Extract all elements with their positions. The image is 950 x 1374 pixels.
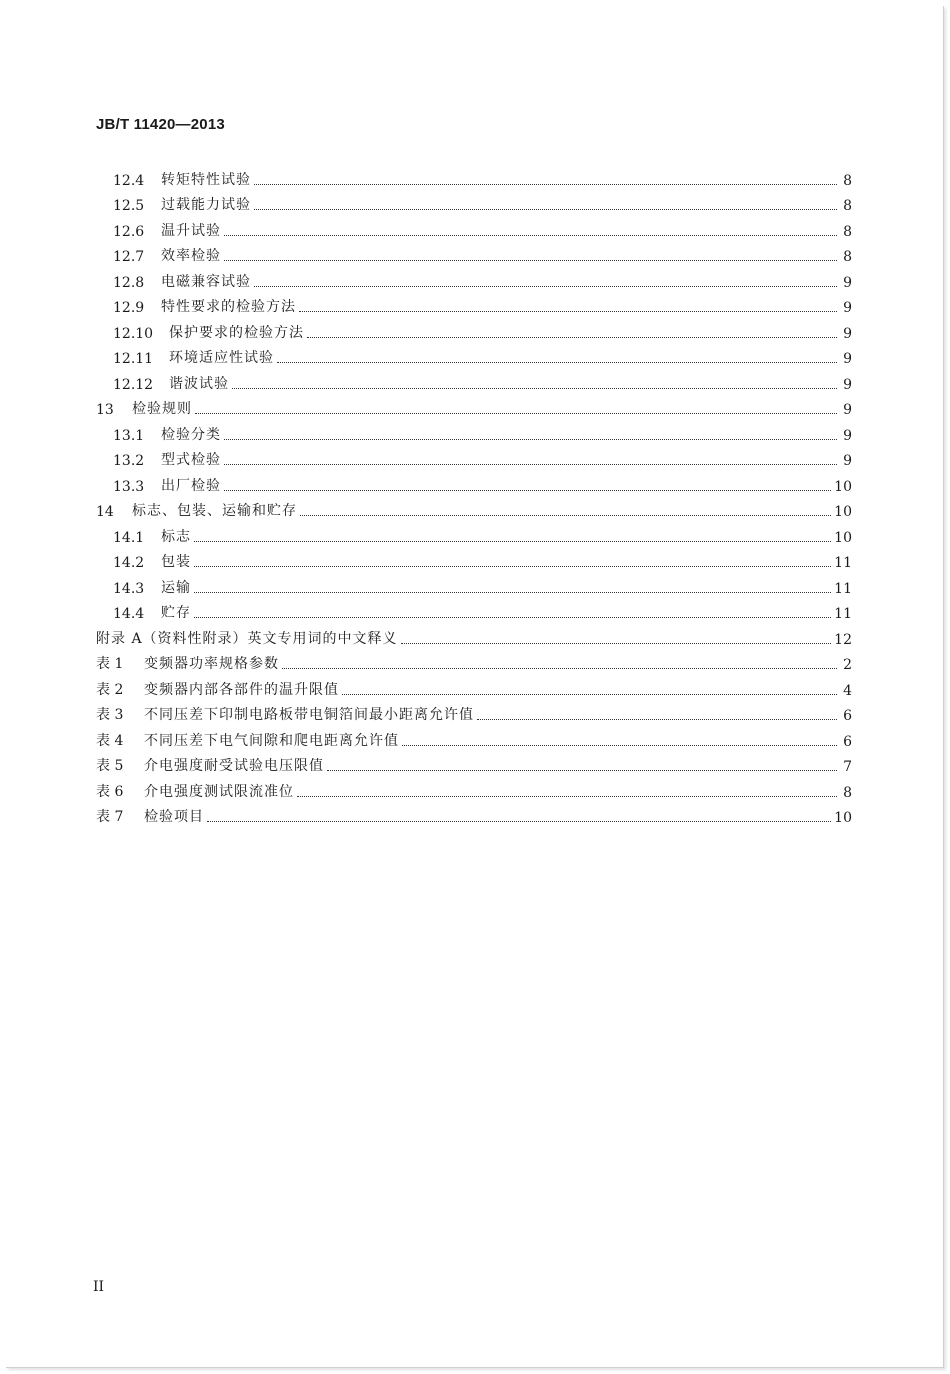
toc-entry-title: 贮存 [161,605,191,621]
toc-entry[interactable] [96,750,852,776]
toc-entry-title: 环境适应性试验 [169,350,274,366]
toc-entry[interactable] [96,469,852,495]
toc-entry-number: 表 1 [96,656,124,672]
toc-entry-page: 10 [834,810,852,826]
toc-entry[interactable] [96,775,852,801]
toc-entry-page: 9 [843,402,852,418]
dot-leader [342,694,837,695]
toc-entry-number: 表 2 [96,681,124,698]
toc-entry[interactable] [96,699,852,725]
toc-entry-title: 特性要求的检验方法 [161,299,296,315]
toc-entry[interactable] [96,597,852,623]
toc-entry[interactable] [96,444,852,470]
toc-entry-title: 介电强度耐受试验电压限值 [144,758,324,774]
toc-entry[interactable] [96,418,852,444]
toc-entry[interactable] [96,367,852,393]
toc-entry-number: 13.1 [113,427,145,444]
toc-entry-page: 8 [843,198,852,214]
toc-entry-number: 表 7 [96,809,124,825]
toc-entry-number: 12.5 [113,198,145,214]
toc-entry-title: 不同压差下电气间隙和爬电距离允许值 [144,732,399,749]
toc-entry-number: 表 3 [96,707,124,723]
toc-entry-page: 6 [843,733,852,750]
dot-leader [194,617,831,618]
toc-entry-number: 14.1 [113,529,145,546]
toc-entry-number: 12.10 [113,325,154,342]
toc-entry-title: 电磁兼容试验 [161,273,251,290]
dot-leader [401,643,832,644]
dot-leader [307,337,837,338]
dot-leader [254,209,837,210]
toc-entry-page: 6 [843,708,852,724]
toc-entry-title: 变频器内部各部件的温升限值 [144,681,339,698]
toc-entry-page: 8 [843,249,852,265]
toc-entry[interactable] [96,673,852,699]
toc-entry-page: 9 [843,376,852,393]
toc-entry-page: 9 [843,453,852,469]
toc-entry-number: 12.11 [113,351,154,367]
toc-entry-number: 表 4 [96,732,124,749]
toc-entry-page: 9 [843,274,852,291]
dot-leader [224,490,831,491]
toc-entry-number: 14.3 [113,580,145,597]
dot-leader [299,311,837,312]
toc-entry-page: 11 [834,580,852,597]
dot-leader [224,260,837,261]
dot-leader [194,592,831,593]
dot-leader [232,388,837,389]
toc-entry-title: 标志 [161,528,191,545]
toc-entry-page: 9 [843,325,852,342]
dot-leader [194,541,831,542]
toc-entry-title: 介电强度测试限流准位 [144,783,294,800]
dot-leader [282,668,837,669]
dot-leader [254,184,837,185]
dot-leader [195,413,837,414]
toc-entry-number: 13.3 [113,478,145,495]
toc-entry-title: 谐波试验 [169,375,229,392]
toc-entry-number: 表 6 [96,783,124,800]
page-number: II [93,1279,105,1295]
toc-entry-number: 12.7 [113,249,145,265]
toc-entry[interactable] [96,724,852,750]
toc-entry-title: 包装 [161,554,191,570]
toc-entry[interactable] [96,265,852,291]
toc-entry-title: 过载能力试验 [161,197,251,213]
toc-entry-number: 13.2 [113,453,145,469]
dot-leader [300,515,831,516]
toc-entry-title: 附录 A（资料性附录）英文专用词的中文释义 [96,630,398,647]
toc-entry-title: 温升试验 [161,222,221,239]
standard-number-header: JB/T 11420—2013 [96,116,225,133]
toc-entry[interactable] [96,214,852,240]
dot-leader [254,286,837,287]
toc-entry[interactable] [96,393,852,419]
toc-entry-page: 10 [834,504,852,520]
toc-entry-number: 13 [96,402,114,418]
toc-entry[interactable] [96,189,852,215]
toc-entry[interactable] [96,520,852,546]
toc-entry[interactable] [96,495,852,521]
toc-entry[interactable] [96,622,852,648]
toc-entry[interactable] [96,571,852,597]
toc-entry-number: 14.2 [113,555,145,571]
dot-leader [477,719,837,720]
dot-leader [224,235,837,236]
dot-leader [194,566,831,567]
toc-entry-number: 14 [96,504,114,520]
toc-entry[interactable] [96,163,852,189]
toc-entry[interactable] [96,240,852,266]
toc-entry-page: 11 [834,606,852,622]
toc-entry-title: 运输 [161,579,191,596]
dot-leader [277,362,837,363]
toc-entry[interactable] [96,801,852,827]
toc-entry-page: 10 [834,529,852,546]
toc-entry-page: 8 [843,784,852,801]
toc-entry[interactable] [96,316,852,342]
toc-entry-title: 不同压差下印制电路板带电铜箔间最小距离允许值 [144,707,474,723]
toc-entry-number: 表 5 [96,758,124,774]
toc-entry-page: 2 [843,657,852,673]
toc-entry-page: 9 [843,300,852,316]
toc-entry-title: 检验项目 [144,809,204,825]
toc-entry-number: 12.12 [113,376,154,393]
toc-entry[interactable] [96,342,852,368]
toc-entry-number: 12.9 [113,300,145,316]
toc-entry[interactable] [96,648,852,674]
toc-entry-page: 9 [843,427,852,444]
toc-entry-title: 型式检验 [161,452,221,468]
toc-entry-title: 保护要求的检验方法 [169,324,304,341]
dot-leader [402,745,837,746]
toc-entry-page: 4 [843,682,852,699]
toc-entry-number: 12.6 [113,223,145,240]
toc-entry-page: 8 [843,223,852,240]
dot-leader [224,439,837,440]
dot-leader [297,796,837,797]
toc-entry-title: 检验规则 [132,401,192,417]
toc-entry-page: 9 [843,351,852,367]
toc-entry-title: 变频器功率规格参数 [144,656,279,672]
toc-entry[interactable] [96,546,852,572]
toc-entry-page: 12 [834,631,852,648]
toc-entry-number: 12.4 [113,172,145,189]
toc-entry[interactable] [96,291,852,317]
table-of-contents [96,163,852,826]
toc-entry-title: 效率检验 [161,248,221,264]
toc-entry-page: 7 [843,759,852,775]
toc-entry-number: 12.8 [113,274,145,291]
toc-entry-title: 转矩特性试验 [161,171,251,188]
toc-entry-title: 出厂检验 [161,477,221,494]
toc-entry-number: 14.4 [113,606,145,622]
toc-entry-title: 标志、包装、运输和贮存 [132,503,297,519]
toc-entry-page: 10 [834,478,852,495]
toc-entry-page: 11 [834,555,852,571]
dot-leader [327,770,837,771]
dot-leader [224,464,837,465]
toc-entry-page: 8 [843,172,852,189]
dot-leader [207,821,831,822]
toc-entry-title: 检验分类 [161,426,221,443]
